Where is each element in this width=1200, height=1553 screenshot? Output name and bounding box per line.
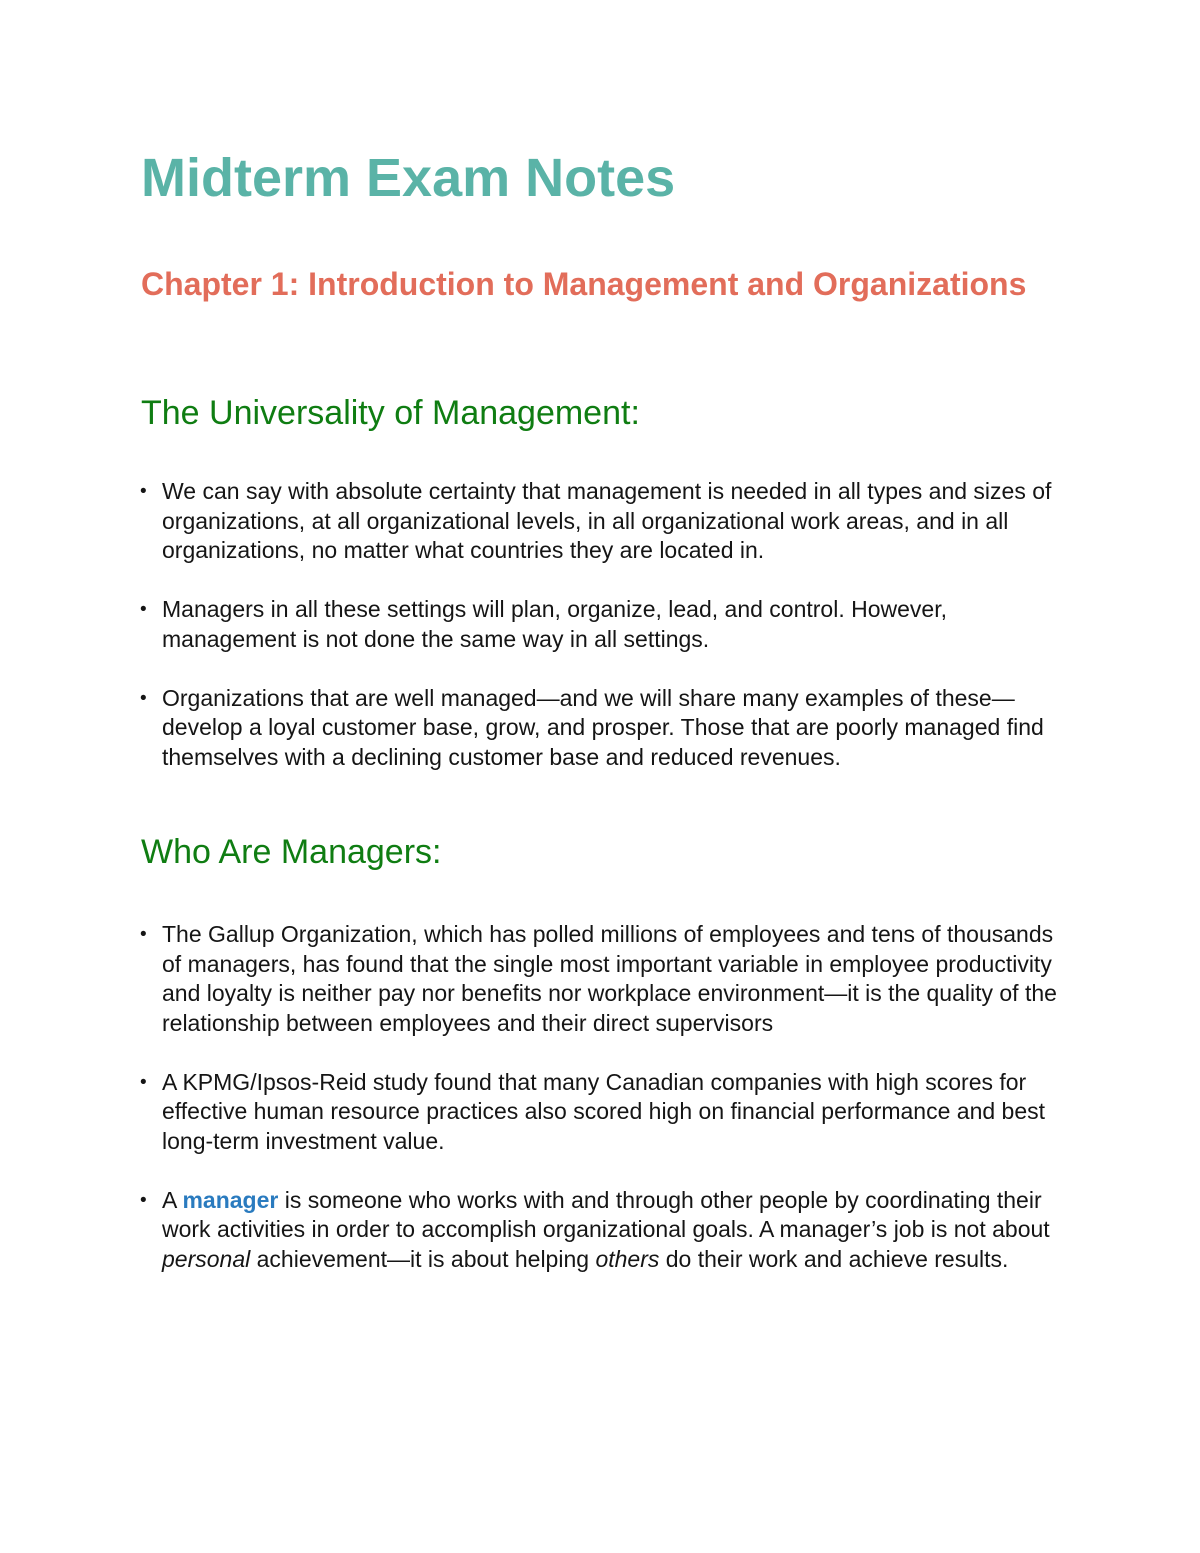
others-emphasis: others bbox=[595, 1245, 660, 1272]
definition-suffix: do their work and achieve results. bbox=[659, 1245, 1009, 1272]
section-heading-who-are-managers: Who Are Managers: bbox=[141, 833, 442, 871]
manager-definition-bullet bbox=[140, 1186, 1070, 1275]
universality-bullet-list bbox=[140, 477, 1070, 772]
managers-bullet-kpmg: • A KPMG/Ipsos-Reid study found that many Canadian companies with high scores for effective human resource practices also scored high on financial performance and best long-term investment value. bbox=[140, 1068, 1070, 1157]
document-title: Midterm Exam Notes bbox=[141, 148, 676, 208]
managers-bullet-list bbox=[140, 920, 1070, 1274]
universality-bullet-1: • We can say with absolute certainty that management is needed in all types and sizes of organizations, at all organizational levels, in all organizational work areas, and in all organizations, no matter what countries they are located in. bbox=[140, 477, 1070, 566]
section-heading-universality: The Universality of Management: bbox=[141, 394, 640, 432]
universality-bullet-2: • Managers in all these settings will plan, organize, lead, and control. However, management is not done the same way in all settings. bbox=[140, 595, 1070, 654]
manager-term: manager bbox=[182, 1186, 279, 1213]
definition-middle: is someone who works with and through other people by coordinating their work activities in order to accomplish organizational goals. A manager’s job is not about bbox=[162, 1186, 1050, 1242]
chapter-heading: Chapter 1: Introduction to Management and Organizations bbox=[141, 266, 1027, 302]
personal-emphasis: personal bbox=[162, 1245, 251, 1272]
definition-prefix: A bbox=[162, 1186, 183, 1213]
universality-bullet-3: • Organizations that are well managed—and we will share many examples of these—develop a loyal customer base, grow, and prosper. Those that are poorly managed find themselves with a declining customer base and reduced revenues. bbox=[140, 684, 1070, 773]
definition-middle-2: achievement—it is about helping bbox=[250, 1245, 596, 1272]
managers-bullet-gallup: • The Gallup Organization, which has polled millions of employees and tens of thousands of managers, has found that the single most important variable in employee productivity and loyalty is neither pay nor benefits nor workplace environment—it is the quality of the relationship between employees and their direct supervisors bbox=[140, 920, 1070, 1038]
